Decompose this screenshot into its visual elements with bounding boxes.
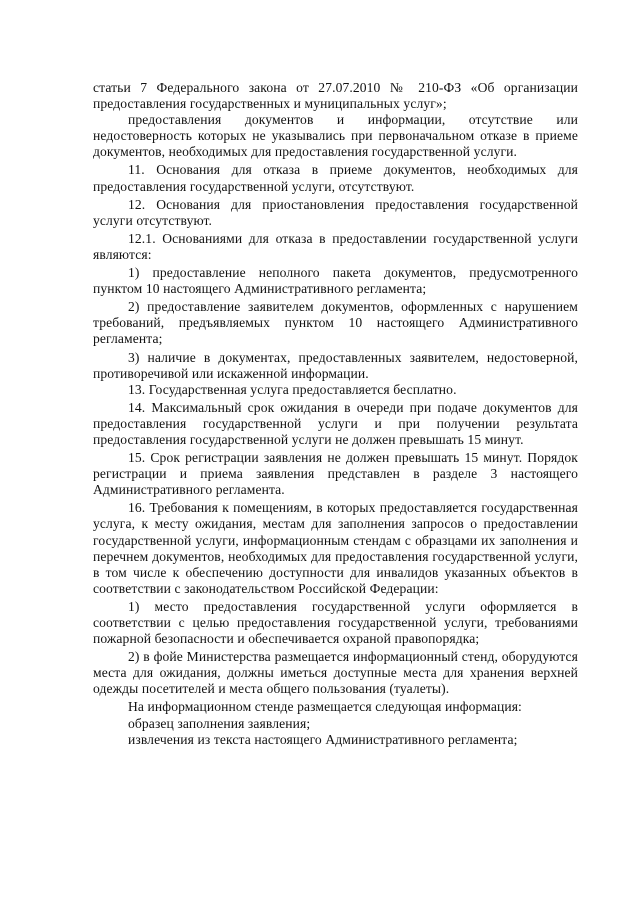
paragraph-14: 14. Максимальный срок ожидания в очереди при подаче документов для предоставления государственной услуги и при получении результата предоставления государственной услуги не должен превышать 15 минут. [93, 399, 578, 447]
paragraph-12-1: 12.1. Основаниями для отказа в предоставлении государственной услуги являются: [93, 230, 578, 262]
paragraph-16: 16. Требования к помещениям, в которых предоставляется государственная услуга, к месту ожидания, местам для заполнения запросов о предоставлении государственной услуги, информационным стендам с образцами их заполнения и перечнем документов, необходимых для предоставления государственной услуги, в том числе к обеспечению доступности для инвалидов указанных объектов в соответствии с законодательством Российской Федерации: [93, 500, 578, 596]
paragraph-13: 13. Государственная услуга предоставляется бесплатно. [128, 381, 457, 397]
paragraph-excerpts: извлечения из текста настоящего Административного регламента; [128, 731, 518, 747]
paragraph-11: 11. Основания для отказа в приеме документов, необходимых для предоставления государственной услуги, отсутствуют. [93, 162, 578, 194]
paragraph-15: 15. Срок регистрации заявления не должен превышать 15 минут. Порядок регистрации и приема заявления представлен в разделе 3 настоящего Административного регламента. [93, 450, 578, 498]
paragraph-16-item-1: 1) место предоставления государственной услуги оформляется в соответствии с целью предоставления государственной услуги, требованиями пожарной безопасности и обеспечивается охраной правопорядка; [93, 598, 578, 647]
paragraph-16-item-2: 2) в фойе Министерства размещается информационный стенд, оборудуются места для ожидания, должны иметься доступные места для хранения верхней одежды посетителей и места общего пользования (туалеты). [93, 649, 578, 697]
paragraph-sample: образец заполнения заявления; [128, 715, 311, 731]
paragraph-12: 12. Основания для приостановления предоставления государственной услуги отсутствуют. [93, 196, 578, 228]
paragraph-12-1-item-3: 3) наличие в документах, предоставленных заявителем, недостоверной, противоречивой или искаженной информации. [93, 349, 578, 381]
paragraph-12-1-item-2: 2) предоставление заявителем документов, оформленных с нарушением требований, предъявляемых пунктом 10 настоящего Административного регламента; [93, 299, 578, 347]
paragraph-stand-info: На информационном стенде размещается следующая информация: [128, 699, 522, 715]
paragraph-12-1-item-1: 1) предоставление неполного пакета документов, предусмотренного пунктом 10 настоящего Административного регламента; [93, 265, 578, 297]
paragraph-law-reference: статьи 7 Федерального закона от 27.07.2010 № 210-ФЗ «Об организации предоставления государственных и муниципальных услуг»; [93, 80, 578, 112]
document-body [93, 80, 578, 748]
paragraph-documents-absence: предоставления документов и информации, отсутствие или недостоверность которых не указывались при первоначальном отказе в приеме документов, необходимых для предоставления государственной услуги. [93, 112, 578, 160]
